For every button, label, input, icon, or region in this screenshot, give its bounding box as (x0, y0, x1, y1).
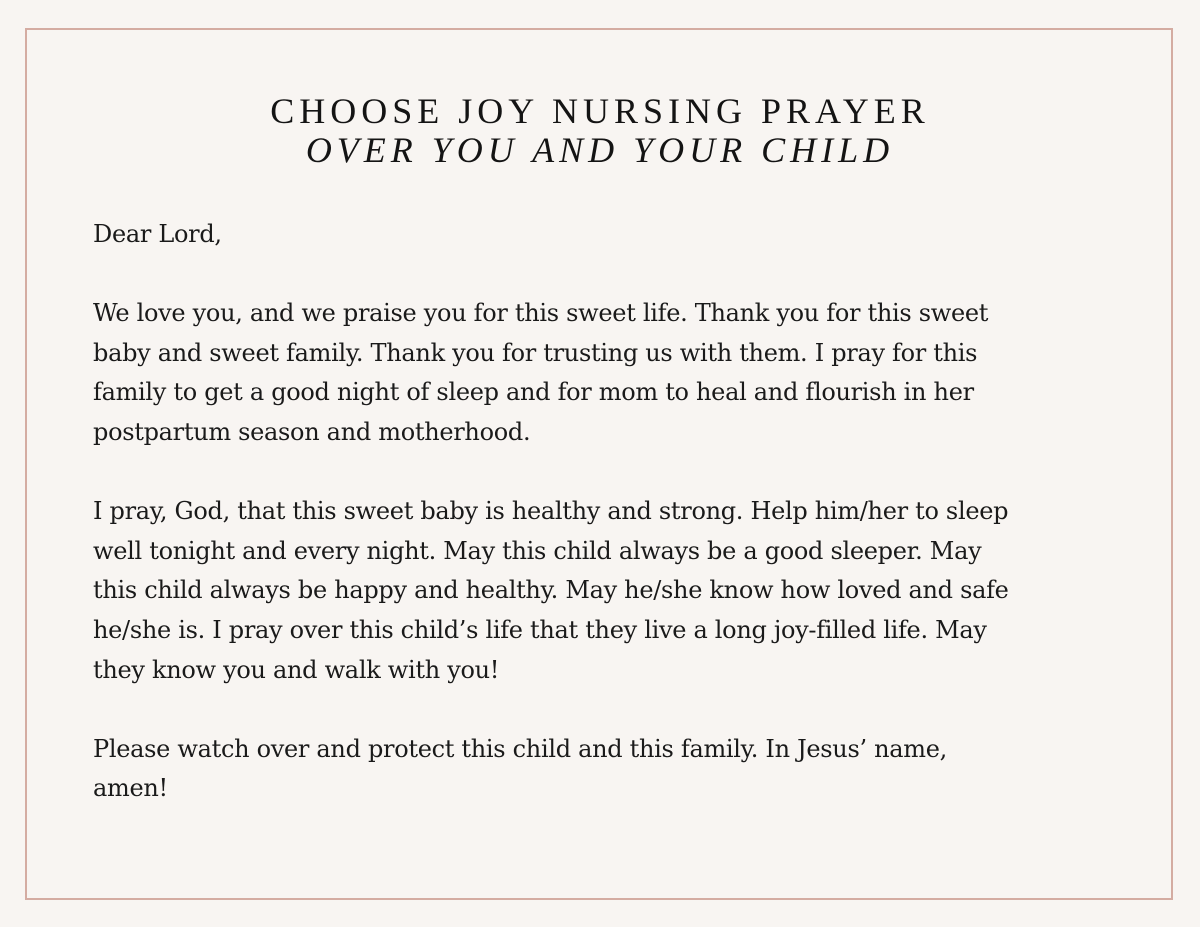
text-line: they know you and walk with you! (93, 655, 500, 684)
prayer-paragraph (93, 294, 1173, 452)
text-line: We love you, and we praise you for this sweet life. Thank you for this sweet (93, 299, 989, 328)
text-line: I pray, God, that this sweet baby is healthy and strong. Help him/her to sleep (93, 497, 1009, 526)
text-line: family to get a good night of sleep and for mom to heal and flourish in her (93, 378, 974, 407)
prayer-paragraph (93, 492, 1173, 690)
text-line: amen! (93, 774, 168, 803)
text-line: Dear Lord, (93, 220, 222, 248)
salutation (93, 215, 1173, 255)
text-line: he/she is. I pray over this child’s life that they live a long joy-filled life. May (93, 615, 987, 644)
text-line: baby and sweet family. Thank you for trusting us with them. I pray for this (93, 338, 978, 367)
prayer-paragraph (93, 730, 1173, 809)
text-line: postpartum season and motherhood. (93, 417, 531, 446)
text-line: this child always be happy and healthy. May he/she know how loved and safe (93, 576, 1009, 605)
title-line-1: CHOOSE JOY NURSING PRAYER (270, 91, 930, 131)
prayer-body (93, 215, 1173, 849)
text-line: well tonight and every night. May this child always be a good sleeper. May (93, 536, 982, 565)
title-line-2: OVER YOU AND YOUR CHILD (305, 130, 895, 170)
text-line: Please watch over and protect this child and this family. In Jesus’ name, (93, 734, 947, 763)
